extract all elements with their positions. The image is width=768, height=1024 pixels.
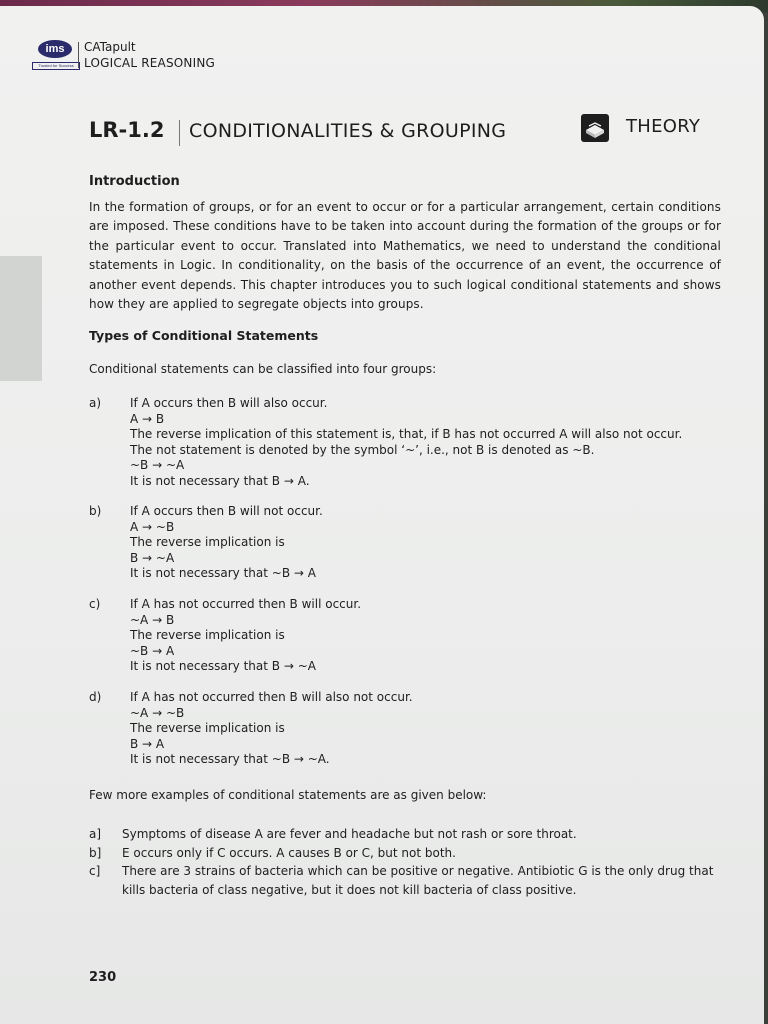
item-label: d) [89, 690, 102, 704]
brand-name: CATapult [84, 40, 136, 54]
page-number: 230 [89, 970, 117, 985]
item-line: If A occurs then B will also occur. [130, 396, 328, 410]
book-icon [581, 114, 609, 142]
example-text: Symptoms of disease A are fever and headache but not rash or sore throat. [122, 827, 577, 841]
item-line: If A has not occurred then B will also not occur. [130, 690, 413, 704]
chapter-title [89, 114, 729, 148]
introduction-heading: Introduction [89, 174, 180, 189]
introduction-paragraph: In the formation of groups, or for an event to occur or for a particular arrangement, certain conditions are imposed. These conditions have to be taken into account during the formation of the groups or for the particular event to occur. Translated into Mathematics, we need to understand the conditional statements in Logic. In conditionality, on the basis of the occurrence of an event, the occurrence of another event depends. This chapter introduces you to such logical conditional statements and shows how they are applied to segregate objects into groups. [89, 200, 721, 312]
example-label: b] [89, 845, 102, 860]
item-line: B → ~A [130, 550, 175, 565]
item-line: ~A → B [130, 612, 175, 627]
item-label: c) [89, 597, 101, 611]
item-line: It is not necessary that ~B → ~A. [130, 752, 330, 767]
ims-logo: ims [38, 40, 72, 58]
item-label: a) [89, 396, 102, 410]
types-heading: Types of Conditional Statements [89, 328, 319, 343]
item-line: ~B → ~A [130, 458, 185, 473]
list-item [89, 825, 729, 844]
examples-intro: Few more examples of conditional statements are as given below: [89, 788, 487, 802]
item-line: It is not necessary that B → A. [130, 473, 310, 488]
item-line: The not statement is denoted by the symbol ‘~’, i.e., not B is denoted as ~B. [130, 442, 595, 457]
item-line: It is not necessary that B → ~A [130, 659, 316, 674]
title-divider [179, 120, 180, 146]
item-line: ~A → ~B [130, 705, 185, 720]
subject-name: LOGICAL REASONING [84, 56, 216, 70]
item-line: A → ~B [130, 519, 175, 534]
types-intro: Conditional statements can be classified into four groups: [89, 362, 437, 376]
chapter-name: CONDITIONALITIES & GROUPING [189, 120, 507, 142]
item-line: The reverse implication is [130, 535, 285, 550]
item-line: If A has not occurred then B will occur. [130, 597, 362, 611]
item-line: The reverse implication is [130, 628, 285, 643]
examples-list [89, 825, 729, 899]
header-divider [78, 42, 79, 68]
item-line: ~B → A [130, 643, 175, 658]
theory-tag: THEORY [626, 116, 701, 137]
example-label: a] [89, 827, 102, 841]
example-label: c] [89, 864, 101, 879]
item-line: If A occurs then B will not occur. [130, 504, 323, 518]
example-text: There are 3 strains of bacteria which can be positive or negative. Antibiotic G is the only drug that kills bacteria of class negative, but it does not kill bacteria of class positive. [122, 864, 714, 897]
item-line: A → B [130, 411, 165, 426]
logo-tagline: Trusted for Success [32, 62, 80, 70]
item-line: The reverse implication is [130, 721, 285, 736]
list-item [89, 862, 729, 899]
page-edge-shade [0, 256, 42, 381]
chapter-code: LR-1.2 [89, 118, 165, 142]
item-line: B → A [130, 736, 165, 751]
item-label: b) [89, 504, 102, 518]
item-line: It is not necessary that ~B → A [130, 566, 316, 581]
book-page [0, 6, 764, 1024]
list-item [89, 844, 729, 863]
item-line: The reverse implication of this statement is, that, if B has not occurred A will also not occur. [130, 427, 683, 442]
example-text: E occurs only if C occurs. A causes B or C, but not both. [122, 845, 456, 860]
